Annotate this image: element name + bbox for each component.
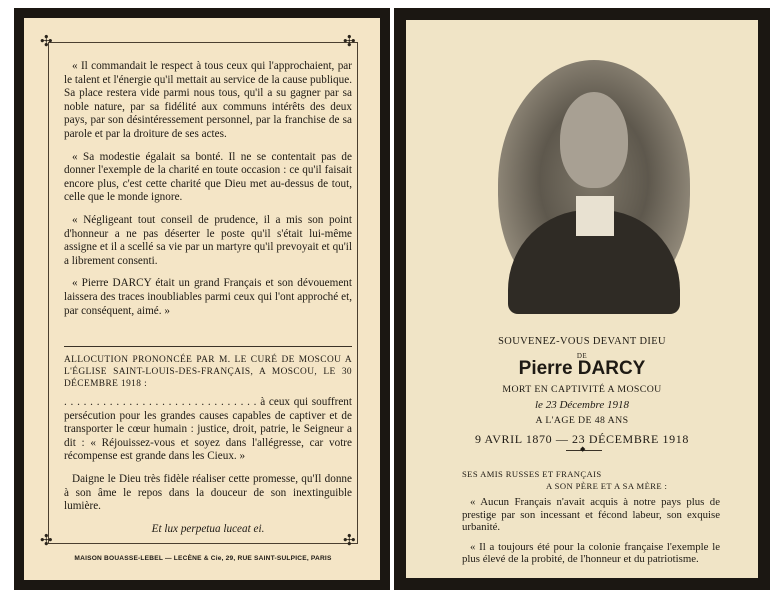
friends-quotes [462, 496, 720, 573]
section-divider [64, 346, 352, 347]
left-memorial-card [14, 8, 390, 590]
remembrance-heading: SOUVENEZ-VOUS DEVANT DIEU [498, 336, 666, 347]
corner-ornament-icon: ✣ [343, 32, 356, 50]
divider-ornament-icon [566, 450, 602, 451]
friends-line-1: SES AMIS RUSSES ET FRANÇAIS [462, 469, 602, 479]
corner-ornament-icon: ✣ [343, 531, 356, 549]
first-name: Pierre [518, 358, 573, 379]
corner-ornament-icon: ✣ [40, 32, 53, 50]
prayer-paragraph: Daigne le Dieu très fidèle réaliser cette promesse, qu'Il donne à son âme le repos dans la douceur de son inextinguible lumière. [64, 472, 352, 513]
friends-quote-2: « Il a toujours été pour la colonie française l'exemple le plus élevé de la probité, de l'honneur et du patriotisme. [462, 540, 720, 566]
portrait-face [560, 92, 628, 188]
eulogy-paragraph-3: « Négligeant tout conseil de prudence, il a mis son point d'honneur a ne pas déserter le poste qu'il s'était lui-même assigne et il a scellé sa vie par un martyre qu'il prevoyait et qu'il a librement consenti. [64, 213, 352, 267]
scripture-text [64, 396, 352, 545]
age-at-death: A L'AGE DE 48 ANS [535, 415, 629, 426]
eulogy-paragraph-2: « Sa modestie égalait sa bonté. Il ne se contentait pas de donner l'exemple de la charité en toute occasion : ce qu'il faisait encore plus, c'est cette charité que Dieu met au-dessus de tout, celle que le monde ignore. [64, 150, 352, 204]
eulogy-paragraph-1: « Il commandait le respect à tous ceux qui l'approchaient, par le talent et l'énergie qu'il mettait au service de la cause publique. Sa place restera vide parmi nous tous, qu'il a su gagner par sa noble nature, par sa fidélité aux communs intérêts des deux pays, par son désintéressement personnel, par la franchise de sa parole et par la droiture de ses actes. [64, 60, 352, 140]
corner-ornament-icon: ✣ [40, 531, 53, 549]
death-circumstance: MORT EN CAPTIVITÉ A MOSCOU [502, 384, 662, 395]
allocution-heading: ALLOCUTION PRONONCÉE PAR M. LE CURÉ DE MOSCOU A L'ÉGLISE SAINT-LOUIS-DES-FRANÇAIS, A MOSCOU, LE 30 DÉCEMBRE 1918 : [64, 355, 352, 389]
eulogy-text [64, 60, 352, 327]
right-card-paper [406, 20, 758, 578]
de-label: DE [576, 352, 588, 360]
friends-line-2: A SON PÈRE ET A SA MÈRE : [546, 481, 668, 491]
printer-footer: MAISON BOUASSE-LEBEL — LECÈNE & Cie, 29, RUE SAINT-SULPICE, PARIS [74, 555, 332, 562]
left-card-paper [24, 18, 380, 580]
portrait-photo [498, 60, 690, 310]
life-dates: 9 AVRIL 1870 — 23 DÉCEMBRE 1918 [475, 432, 689, 446]
right-memorial-card [394, 8, 770, 590]
latin-inscription: Et lux perpetua luceat ei. [151, 522, 265, 535]
last-name: DARCY [577, 358, 646, 379]
portrait-collar [576, 196, 614, 236]
scripture-paragraph: . . . . . . . . . . . . . . . . . . . . . . . . . . . . . . à ceux qui souffrent persécution pour les grandes causes capables de captiver et de transporter le cœur humain : justice, droit, patrie, le Seigneur a dit : « Réjouissez-vous et soyez dans l'allégresse, car votre récompense est grande dans les Cieux. » [64, 396, 352, 463]
friends-quote-1: « Aucun Français n'avait acquis à notre pays plus de prestige par son incessant et fécond labeur, son exquise urbanité. [462, 496, 720, 534]
deceased-name [406, 358, 758, 380]
death-date: le 23 Décembre 1918 [535, 399, 629, 411]
eulogy-paragraph-4: « Pierre DARCY était un grand Français et son dévouement laissera des traces inoubliables parmi ceux qui l'ont approché et, par conséquent, aimé. » [64, 277, 352, 317]
